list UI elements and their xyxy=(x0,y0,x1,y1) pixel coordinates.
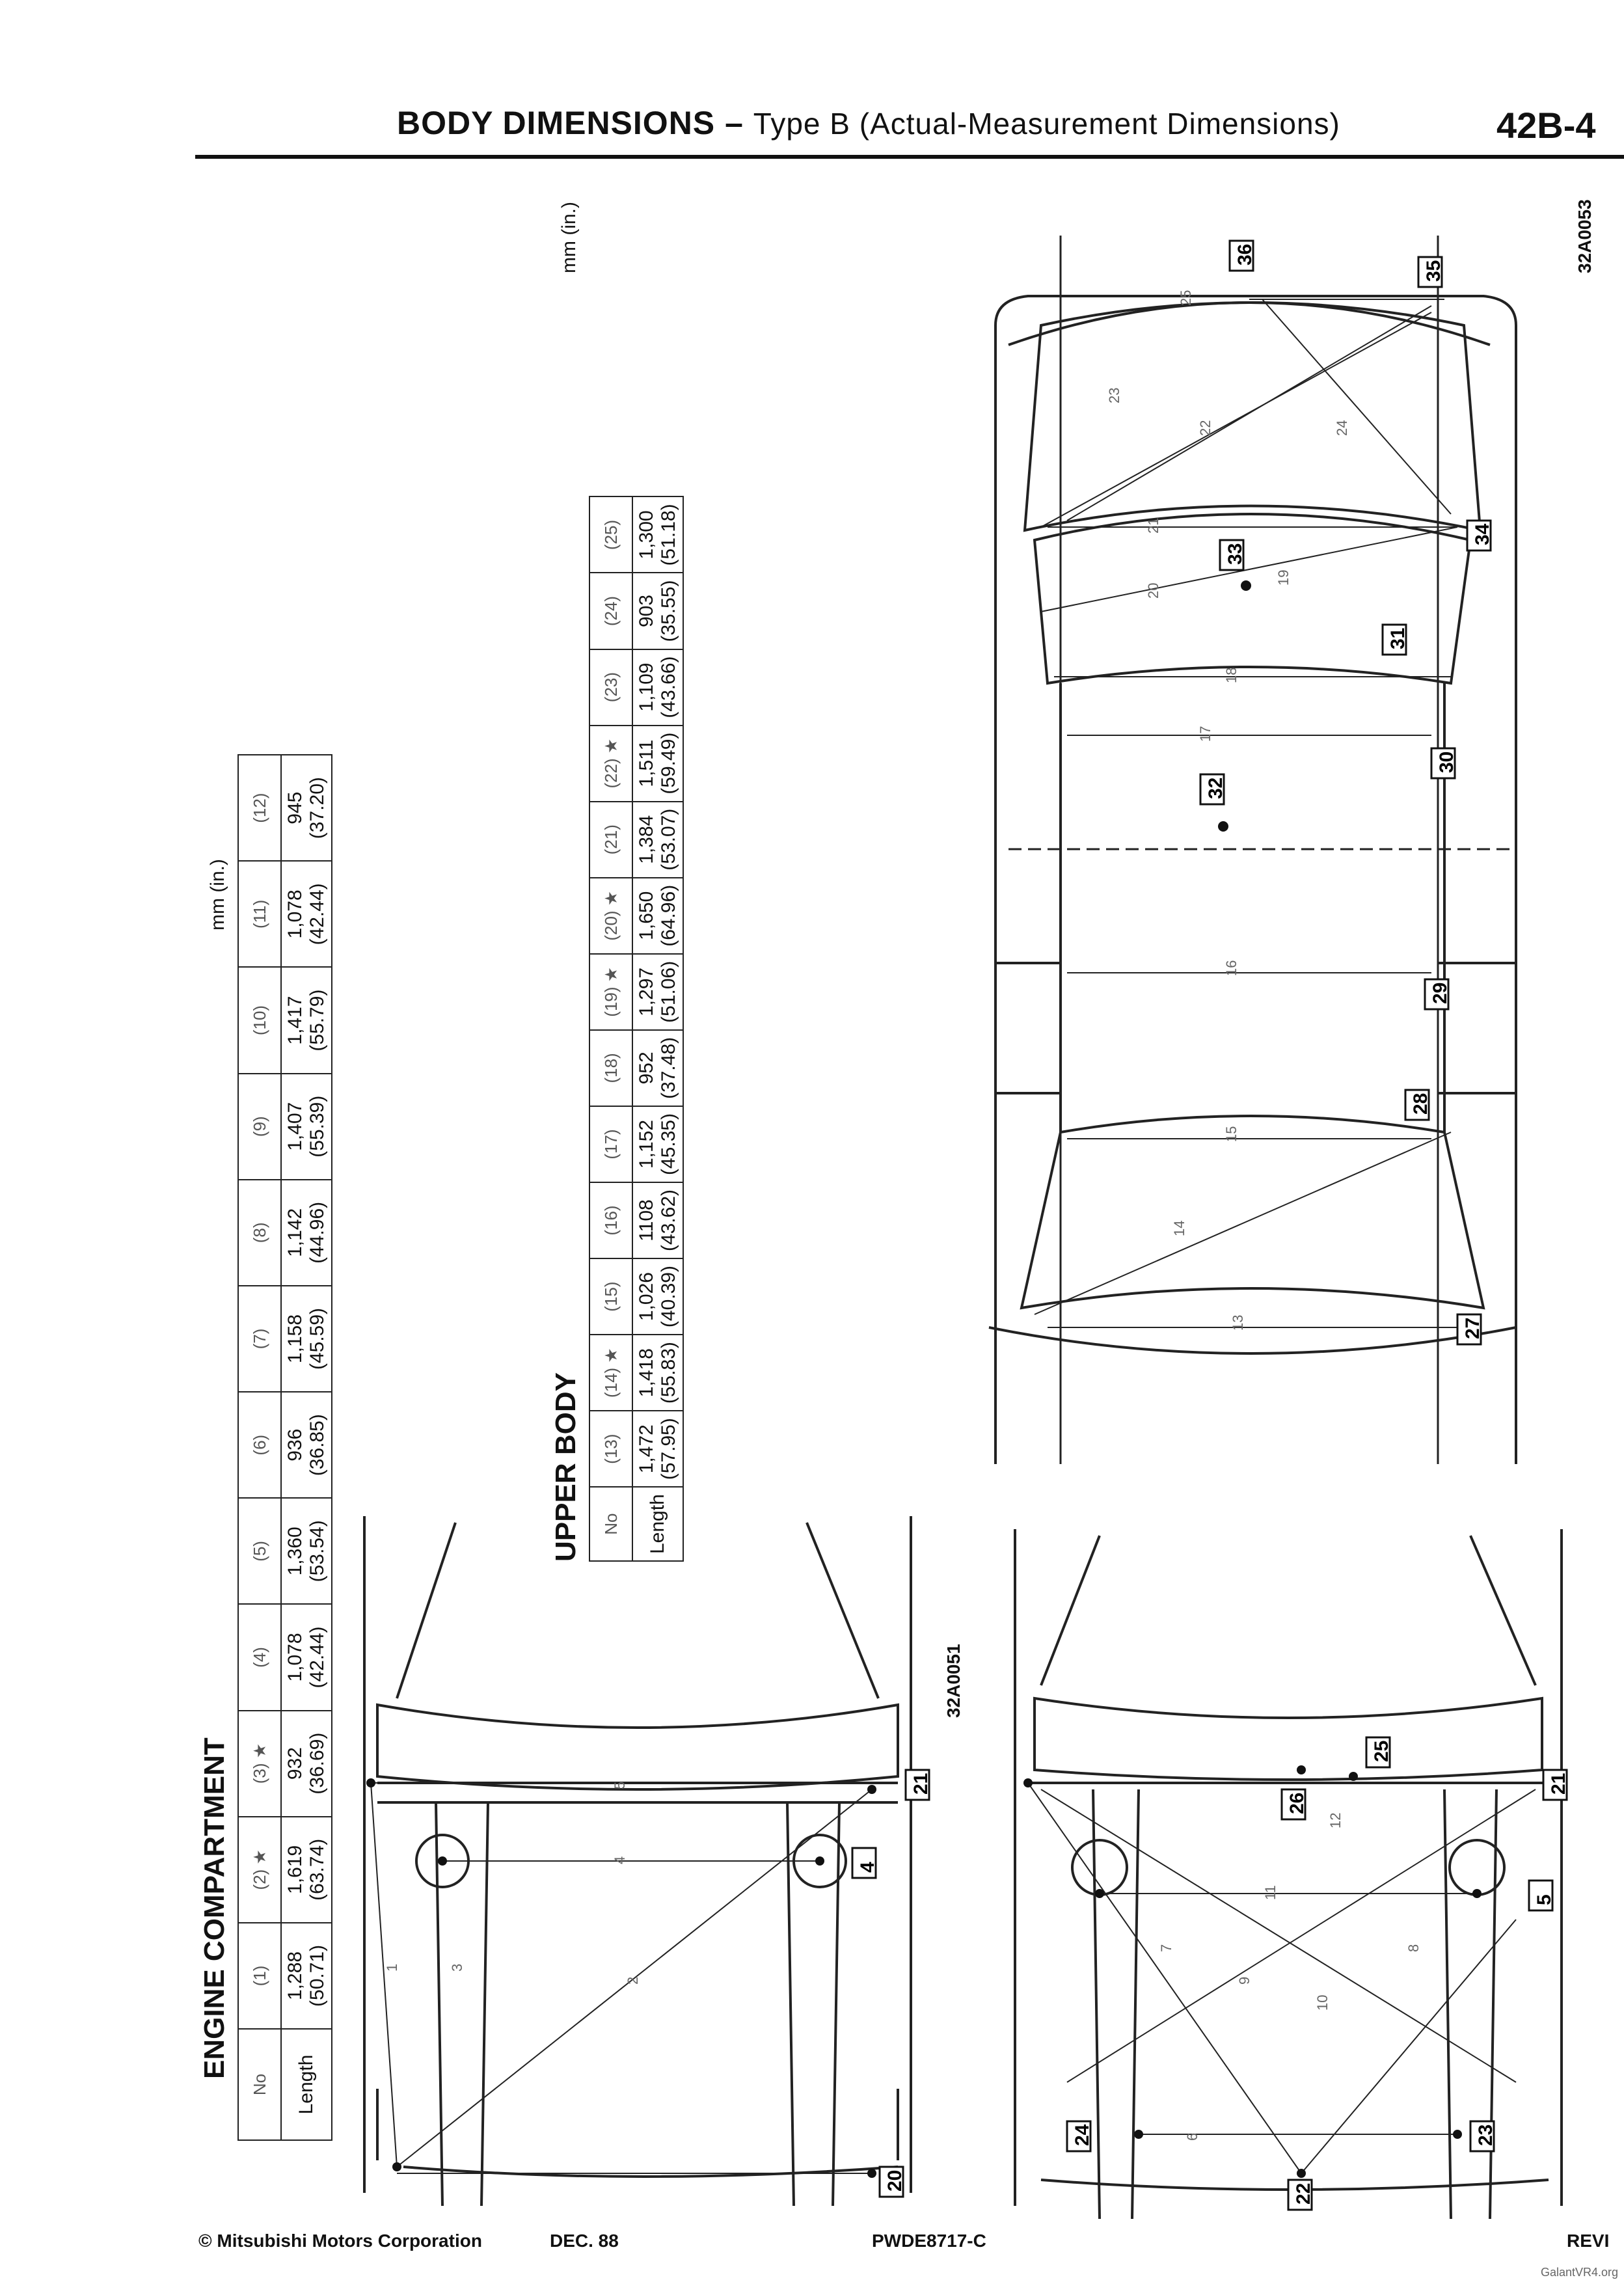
upper-section-title: UPPER BODY xyxy=(550,1372,582,1562)
point-tag xyxy=(1467,521,1493,550)
engine-in-value: (55.39) xyxy=(306,1095,328,1158)
point-tag xyxy=(1529,1881,1555,1910)
upper-length-cell xyxy=(632,649,683,726)
engine-in-value: (36.69) xyxy=(306,1732,328,1795)
svg-text:36: 36 xyxy=(1234,243,1256,265)
upper-length-cell xyxy=(632,1335,683,1411)
upper-in-value: (64.96) xyxy=(658,884,679,947)
page-header-title xyxy=(397,104,1340,142)
measure-point-dot xyxy=(1297,1765,1306,1774)
measure-label-group xyxy=(1106,290,1350,1331)
engine-in-value: (42.44) xyxy=(306,1626,328,1689)
point-tag xyxy=(1288,2180,1314,2210)
measure-label: 14 xyxy=(1171,1220,1187,1236)
header-dash: – xyxy=(725,105,744,141)
upper-body-diagram xyxy=(937,234,1575,1484)
measure-label: 1 xyxy=(384,1963,400,1972)
point-tag xyxy=(1425,979,1451,1009)
upper-length-label: Length xyxy=(632,1487,683,1561)
upper-mm-value: 1,109 xyxy=(636,662,657,712)
upper-length-cell xyxy=(632,496,683,573)
point-tag xyxy=(1200,774,1226,804)
measure-point-dot xyxy=(867,2169,876,2178)
measure-line xyxy=(1041,312,1431,527)
engine-length-cell xyxy=(281,1498,332,1604)
upper-length-cell xyxy=(632,1258,683,1335)
header-title: BODY DIMENSIONS xyxy=(397,105,716,141)
footer-date: DEC. 88 xyxy=(550,2231,619,2251)
point-tag xyxy=(1067,2121,1093,2151)
upper-in-value: (40.39) xyxy=(658,1266,679,1328)
upper-length-cell xyxy=(632,802,683,878)
upper-col-no: (18) xyxy=(589,1030,632,1106)
upper-in-value: (37.48) xyxy=(658,1037,679,1099)
engine-in-value: (42.44) xyxy=(306,883,328,945)
engine-dimension-table xyxy=(237,754,332,2141)
upper-col-no: (25) xyxy=(589,496,632,573)
engine-col-no: (12) xyxy=(238,755,281,861)
point-tag xyxy=(1431,748,1457,778)
engine-col-no: (10) xyxy=(238,967,281,1073)
engine-table-wrap xyxy=(237,754,332,2141)
engine-mm-value: 932 xyxy=(284,1747,306,1780)
measure-label: 17 xyxy=(1197,726,1213,742)
upper-length-cell xyxy=(632,878,683,954)
point-tag xyxy=(906,1770,932,1800)
measure-point-tags xyxy=(852,1770,932,2197)
upper-length-cell xyxy=(632,1030,683,1106)
engine-length-cell xyxy=(281,755,332,861)
measure-point-dot xyxy=(1241,580,1251,591)
upper-col-no: (19) ★ xyxy=(589,954,632,1030)
measure-label: 2 xyxy=(625,1976,641,1985)
upper-mm-value: 1,026 xyxy=(636,1272,657,1322)
upper-mm-value: 1,511 xyxy=(636,739,657,787)
point-tag xyxy=(1220,540,1246,570)
measure-label: 4 xyxy=(612,1856,628,1864)
measure-label: 6 xyxy=(1184,2132,1200,2141)
rear-window-frame xyxy=(1025,303,1480,530)
engine-length-cell xyxy=(281,1286,332,1392)
upper-dimension-table xyxy=(589,496,684,1562)
upper-no-label: No xyxy=(589,1487,632,1561)
upper-length-cell xyxy=(632,1411,683,1487)
roof-panel xyxy=(1035,514,1470,683)
engine-unit-label: mm (in.) xyxy=(207,859,228,930)
upper-col-no: (14) ★ xyxy=(589,1335,632,1411)
engine-length-cell xyxy=(281,1817,332,1923)
upper-mm-value: 1,384 xyxy=(636,815,657,864)
upper-col-no: (13) xyxy=(589,1411,632,1487)
point-tag xyxy=(1405,1090,1431,1120)
engine-col-no: (4) xyxy=(238,1604,281,1710)
svg-text:21: 21 xyxy=(1548,1773,1569,1795)
svg-text:27: 27 xyxy=(1462,1317,1483,1339)
measure-label: 10 xyxy=(1314,1994,1331,2011)
engine-col-no: (1) xyxy=(238,1923,281,2029)
radiator-support xyxy=(1035,1698,1542,1780)
engine-compartment-diagram-right xyxy=(1002,1529,1575,2232)
svg-text:33: 33 xyxy=(1225,543,1246,565)
engine-mm-value: 1,078 xyxy=(284,1633,306,1682)
point-tag xyxy=(880,2167,906,2197)
windshield-frame xyxy=(1022,1116,1483,1308)
engine-mm-value: 1,407 xyxy=(284,1102,306,1151)
engine-length-cell xyxy=(281,1180,332,1286)
upper-mm-value: 1,152 xyxy=(636,1119,657,1169)
svg-text:28: 28 xyxy=(1410,1093,1431,1115)
measure-label: 13 xyxy=(1230,1314,1246,1331)
measure-label: 16 xyxy=(1223,960,1239,976)
svg-text:24: 24 xyxy=(1072,2124,1093,2146)
measure-point-dot xyxy=(1453,2130,1462,2139)
point-tag xyxy=(1470,2121,1496,2151)
measure-label: 24 xyxy=(1334,420,1350,436)
point-tag xyxy=(1230,241,1256,271)
engine-col-no: (8) xyxy=(238,1180,281,1286)
engine-in-value: (55.79) xyxy=(306,989,328,1052)
engine-col-no: (3) ★ xyxy=(238,1711,281,1817)
svg-text:5: 5 xyxy=(1534,1894,1555,1905)
engine-mm-value: 1,078 xyxy=(284,890,306,939)
engine-in-value: (37.20) xyxy=(306,777,328,839)
measure-point-dot xyxy=(1472,1889,1482,1898)
upper-in-value: (57.95) xyxy=(658,1418,679,1480)
measure-point-dot xyxy=(867,1785,876,1794)
radiator-support xyxy=(377,1705,898,1789)
measure-label-group xyxy=(1158,1813,1422,2141)
engine-col-no: (9) xyxy=(238,1074,281,1180)
upper-mm-value: 952 xyxy=(636,1052,657,1085)
upper-in-value: (45.35) xyxy=(658,1113,679,1175)
engine-col-no: (7) xyxy=(238,1286,281,1392)
engine-in-value: (53.54) xyxy=(306,1520,328,1582)
upper-in-value: (43.66) xyxy=(658,656,679,718)
engine-in-value: (44.96) xyxy=(306,1201,328,1264)
measure-label: 25 xyxy=(1178,290,1194,306)
page-number: 42B-4 xyxy=(1496,105,1596,146)
measure-label-group xyxy=(384,1782,641,1985)
point-tag xyxy=(1366,1737,1392,1767)
engine-mm-value: 1,142 xyxy=(284,1208,306,1257)
measure-point-dot xyxy=(1023,1778,1033,1787)
engine-no-label: No xyxy=(238,2029,281,2140)
upper-length-cell xyxy=(632,1106,683,1182)
upper-col-no: (20) ★ xyxy=(589,878,632,954)
measure-point-dot xyxy=(815,1856,824,1866)
engine-mm-value: 1,619 xyxy=(284,1845,306,1894)
engine-length-cell xyxy=(281,1711,332,1817)
upper-length-cell xyxy=(632,573,683,649)
point-tag xyxy=(852,1848,878,1878)
engine-in-value: (50.71) xyxy=(306,1944,328,2007)
svg-text:23: 23 xyxy=(1475,2124,1496,2146)
upper-mm-value: 903 xyxy=(636,594,657,628)
svg-text:25: 25 xyxy=(1371,1740,1392,1762)
svg-text:26: 26 xyxy=(1286,1792,1308,1814)
engine-length-cell xyxy=(281,967,332,1073)
measure-line xyxy=(1041,527,1457,612)
upper-col-no: (23) xyxy=(589,649,632,726)
svg-text:21: 21 xyxy=(910,1773,932,1795)
measure-label: 19 xyxy=(1275,569,1292,586)
upper-in-value: (35.55) xyxy=(658,580,679,642)
engine-mm-value: 936 xyxy=(284,1428,306,1461)
upper-figure-code: 32A0053 xyxy=(1575,199,1595,273)
engine-in-value: (36.85) xyxy=(306,1414,328,1476)
header-subtitle: Type B (Actual-Measurement Dimensions) xyxy=(753,107,1340,141)
point-tag xyxy=(1282,1789,1308,1819)
upper-col-no: (21) xyxy=(589,802,632,878)
upper-length-cell xyxy=(632,1182,683,1258)
measure-label: 5 xyxy=(612,1781,628,1789)
measure-point-dot xyxy=(1349,1772,1358,1781)
footer-rev: REVI xyxy=(1567,2231,1610,2251)
upper-in-value: (55.83) xyxy=(658,1342,679,1404)
point-tag xyxy=(1457,1314,1483,1344)
engine-col-no: (5) xyxy=(238,1498,281,1604)
engine-length-cell xyxy=(281,1923,332,2029)
upper-col-no: (17) xyxy=(589,1106,632,1182)
measure-label: 18 xyxy=(1223,667,1239,683)
engine-col-no: (2) ★ xyxy=(238,1817,281,1923)
svg-text:31: 31 xyxy=(1387,627,1409,649)
measure-label: 15 xyxy=(1223,1126,1239,1142)
engine-mm-value: 945 xyxy=(284,791,306,824)
upper-unit-label: mm (in.) xyxy=(558,202,580,273)
measure-label: 22 xyxy=(1197,420,1213,436)
measure-point-dot xyxy=(1134,2130,1143,2139)
svg-text:30: 30 xyxy=(1436,751,1457,773)
measure-label: 20 xyxy=(1145,582,1161,599)
upper-col-no: (15) xyxy=(589,1258,632,1335)
engine-in-value: (63.74) xyxy=(306,1838,328,1901)
point-tag xyxy=(1543,1770,1569,1800)
measure-point-dot xyxy=(1297,2169,1306,2178)
engine-length-cell xyxy=(281,1074,332,1180)
measure-line xyxy=(1035,1132,1451,1314)
engine-length-cell xyxy=(281,1392,332,1498)
upper-length-cell xyxy=(632,726,683,802)
measure-label: 11 xyxy=(1262,1885,1279,1900)
measure-point-dot xyxy=(1095,1889,1104,1898)
front-edge xyxy=(1008,303,1490,345)
engine-compartment-diagram-left xyxy=(338,1516,937,2219)
engine-col-no: (11) xyxy=(238,861,281,967)
upper-mm-value: 1,297 xyxy=(636,967,657,1016)
upper-mm-value: 1,472 xyxy=(636,1424,657,1474)
measure-line xyxy=(1067,306,1431,521)
point-tag xyxy=(1418,257,1444,287)
measure-point-dot xyxy=(392,2162,401,2171)
engine-mm-value: 1,417 xyxy=(284,996,306,1045)
measure-point-dot xyxy=(438,1856,447,1866)
measure-point-tags xyxy=(1200,241,1493,1344)
upper-length-cell xyxy=(632,954,683,1030)
measure-label: 23 xyxy=(1106,387,1122,403)
footer-credit: GalantVR4.org xyxy=(1541,2266,1619,2279)
upper-in-value: (51.06) xyxy=(658,960,679,1023)
engine-col-no: (6) xyxy=(238,1392,281,1498)
engine-mm-value: 1,288 xyxy=(284,1951,306,2000)
svg-text:4: 4 xyxy=(857,1862,878,1873)
engine-in-value: (45.59) xyxy=(306,1307,328,1370)
upper-mm-value: 1,418 xyxy=(636,1348,657,1398)
measure-point-dot xyxy=(1218,821,1228,832)
engine-length-label: Length xyxy=(281,2029,332,2140)
upper-in-value: (59.49) xyxy=(658,732,679,795)
engine-length-cell xyxy=(281,1604,332,1710)
upper-col-no: (22) ★ xyxy=(589,726,632,802)
svg-text:29: 29 xyxy=(1429,982,1451,1004)
measure-label: 7 xyxy=(1158,1944,1174,1952)
measure-line xyxy=(371,1783,397,2167)
svg-text:34: 34 xyxy=(1472,523,1493,545)
engine-mm-value: 1,360 xyxy=(284,1527,306,1576)
upper-mm-value: 1,300 xyxy=(636,510,657,560)
upper-col-no: (16) xyxy=(589,1182,632,1258)
measure-label: 21 xyxy=(1145,517,1161,534)
engine-mm-value: 1,158 xyxy=(284,1314,306,1364)
footer-doc-code: PWDE8717-C xyxy=(872,2231,986,2251)
footer-copyright: © Mitsubishi Motors Corporation xyxy=(198,2231,482,2251)
measure-line xyxy=(1028,1783,1301,2173)
upper-mm-value: 1108 xyxy=(636,1199,657,1242)
engine-figure-code: 32A0051 xyxy=(943,1644,964,1718)
measure-label: 12 xyxy=(1327,1812,1344,1828)
upper-table-wrap xyxy=(589,496,684,1562)
measure-point-dot xyxy=(366,1778,375,1787)
engine-length-cell xyxy=(281,861,332,967)
svg-text:20: 20 xyxy=(884,2169,906,2192)
upper-col-no: (24) xyxy=(589,573,632,649)
svg-text:35: 35 xyxy=(1423,260,1444,282)
upper-in-value: (53.07) xyxy=(658,808,679,871)
measure-label: 3 xyxy=(449,1963,465,1972)
measure-line xyxy=(1262,299,1451,514)
svg-text:22: 22 xyxy=(1293,2182,1314,2205)
upper-mm-value: 1,650 xyxy=(636,891,657,940)
engine-section-title: ENGINE COMPARTMENT xyxy=(198,1737,230,2079)
header-rule xyxy=(195,155,1624,159)
upper-in-value: (51.18) xyxy=(658,504,679,566)
measure-label: 9 xyxy=(1236,1976,1252,1985)
upper-in-value: (43.62) xyxy=(658,1189,679,1252)
measure-label: 8 xyxy=(1405,1944,1422,1952)
point-tag xyxy=(1383,625,1409,655)
svg-text:32: 32 xyxy=(1205,777,1226,799)
